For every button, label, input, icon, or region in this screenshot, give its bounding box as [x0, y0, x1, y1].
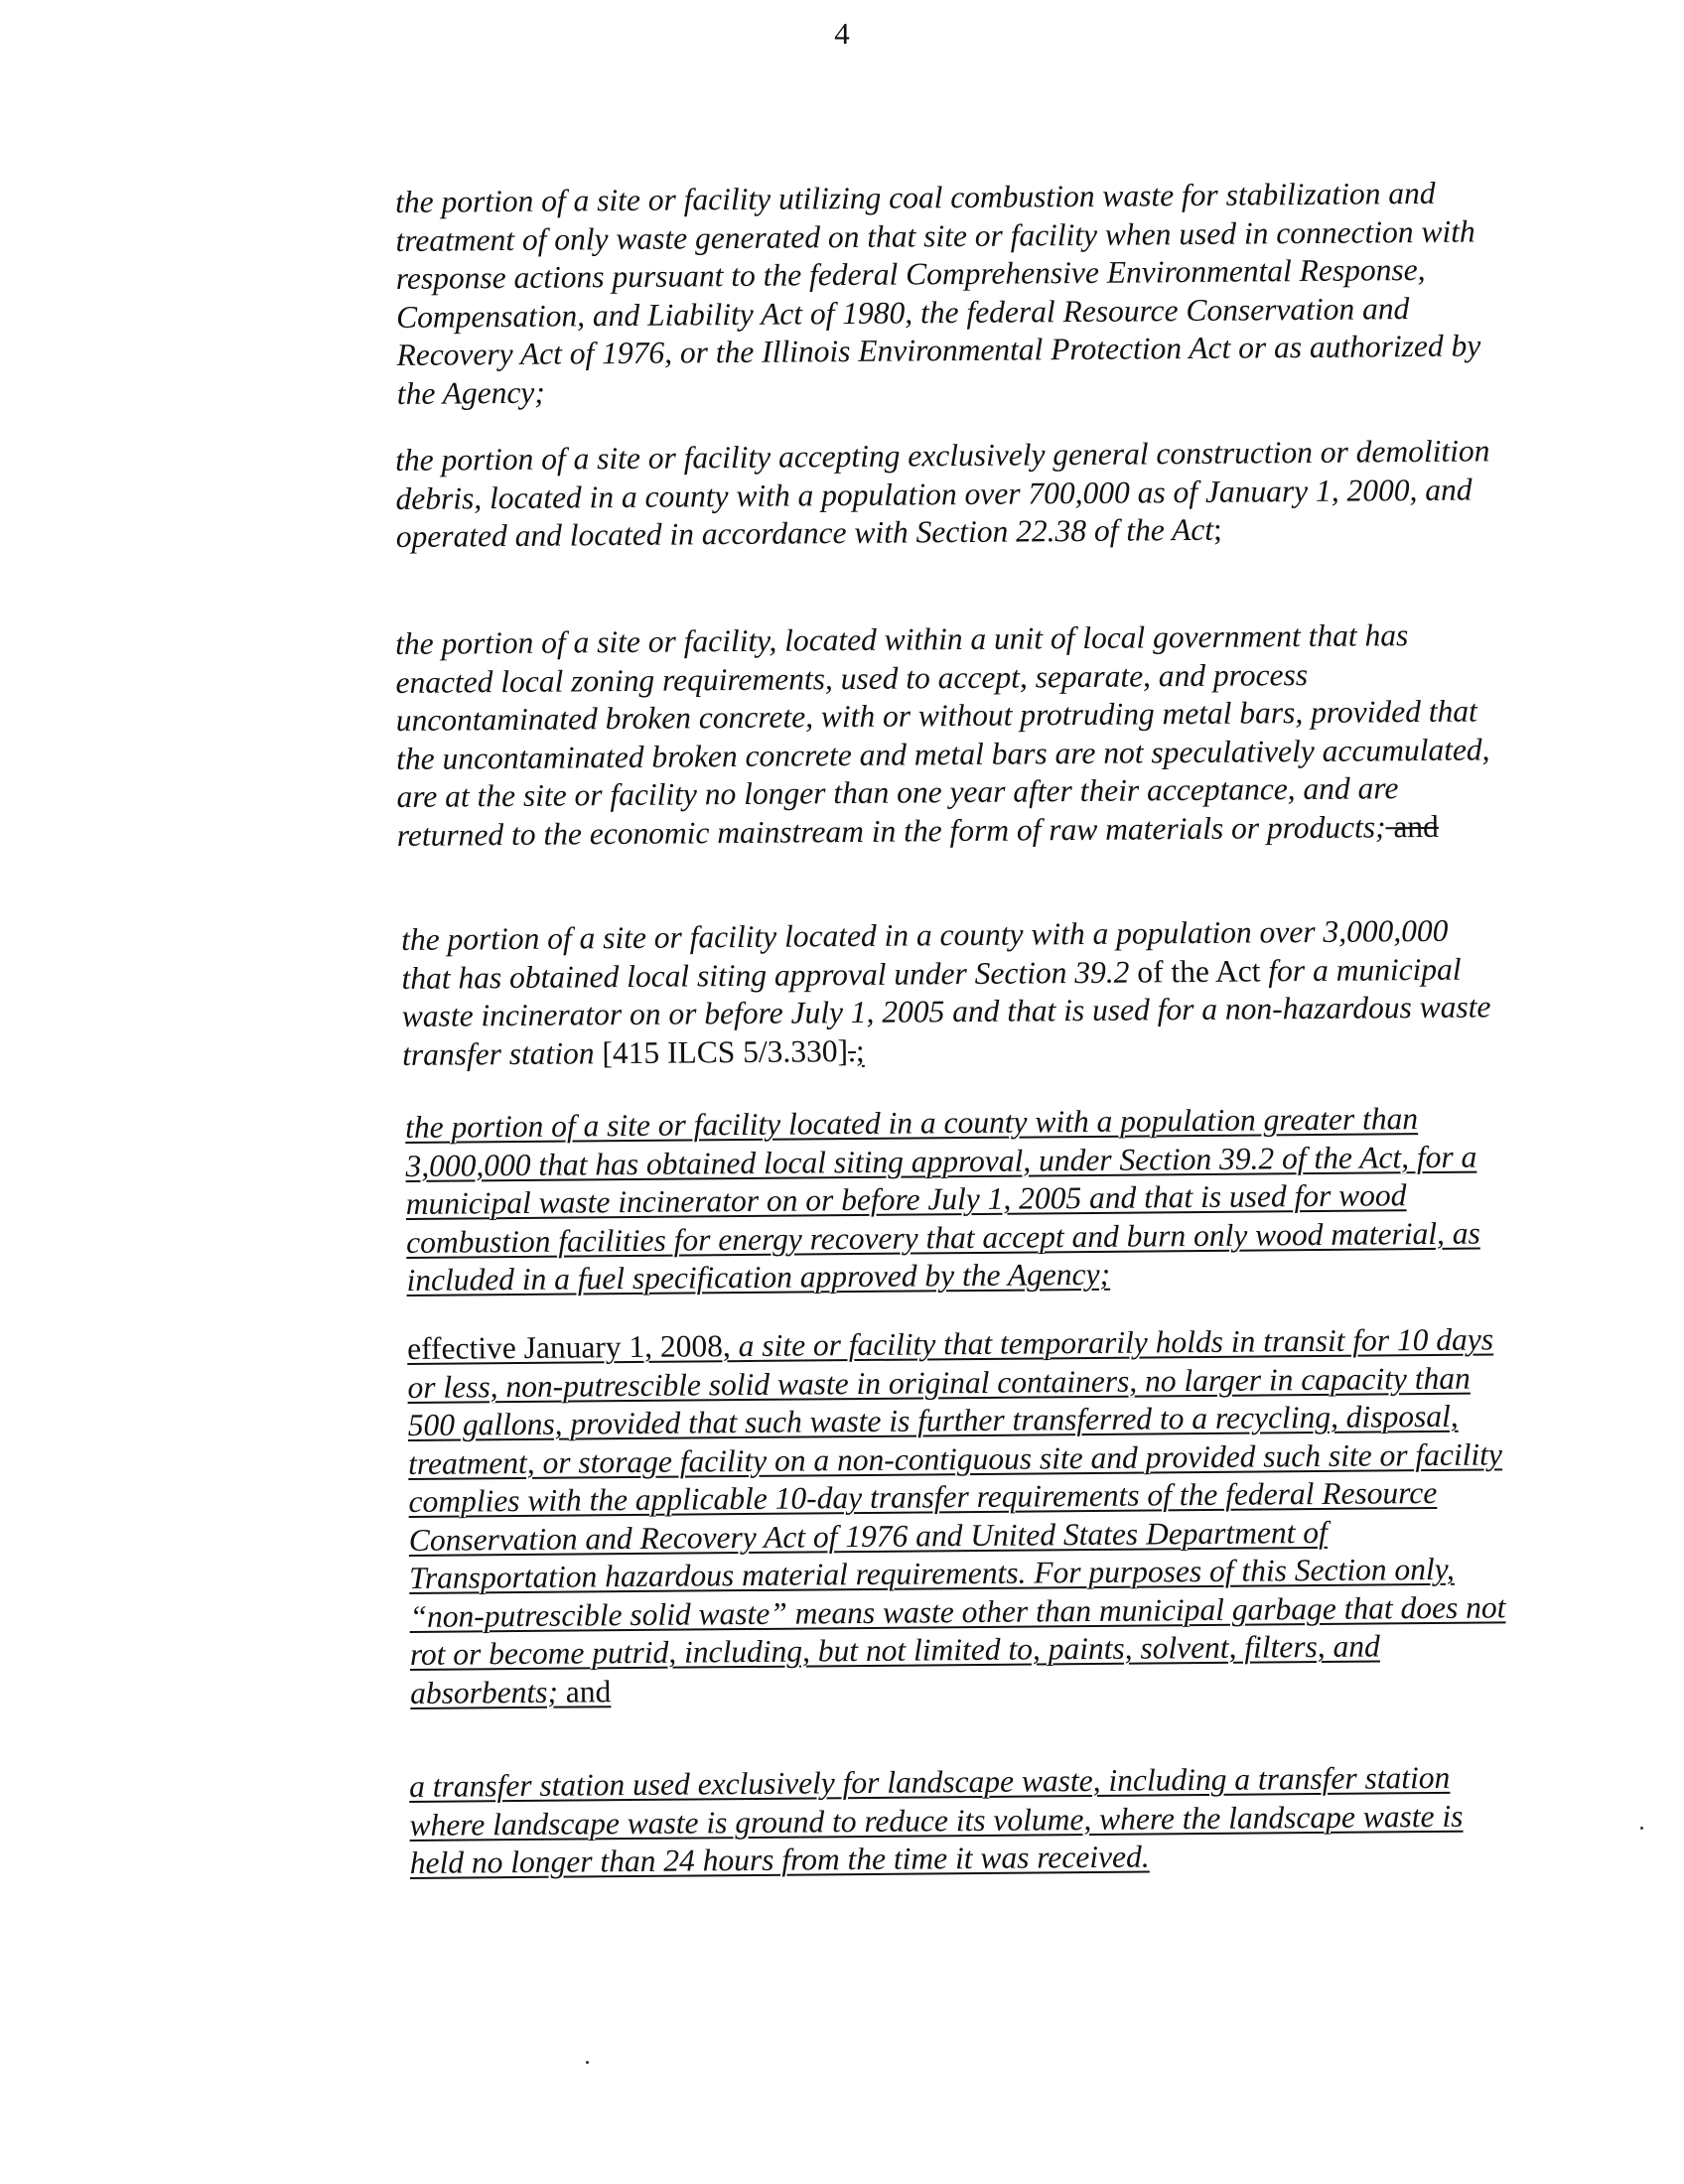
paragraph-wood-combustion-inserted [405, 1099, 1509, 1299]
inserted-text: the portion of a site or facility located in a county with a population greater than 3,000,000 that has obtained local siting approval, under Section 39.2 of the Act, for a municipal waste incinerator on or before July 1, 2005 and that is used for wood combustion facilities for energy recovery that accept and burn only wood material, as included in a fuel specification approved by the Agency; [405, 1101, 1480, 1297]
paragraph-roman-text: of the Act [1137, 952, 1261, 990]
inserted-text: a transfer station used exclusively for landscape waste, including a transfer station where landscape waste is ground to reduce its volume, where the landscape waste is held no longer than 24 hours from the time it was received. [409, 1759, 1464, 1880]
paragraph-construction-debris [395, 432, 1498, 556]
paragraph-punctuation: ; [1212, 511, 1222, 547]
inserted-text: a site or facility that temporarily holds in transit for 10 days or less, non-putrescible solid waste in original containers, no larger in capacity than 500 gallons, provided that such waste is further transferred to a recycling, disposal, treatment, or storage facility on a non-contiguous site and provided such site or facility complies with the applicable 10-day transfer requirements of the federal Resource Conservation and Recovery Act of 1976 and United States Department of Transportation hazardous material requirements. For purposes of this Section only, “non-putrescible solid waste” means waste other than municipal garbage that does not rot or become putrid, including, but not limited to, paints, solvent, filters, and absorbents; [407, 1321, 1506, 1710]
inserted-punctuation: ; [855, 1032, 865, 1068]
paragraph-transfer-station [401, 911, 1504, 1074]
deleted-text: and [1385, 808, 1439, 844]
paragraph-coal-combustion-waste [395, 174, 1499, 413]
page-number: 4 [834, 16, 850, 51]
paragraph-text: the portion of a site or facility utilizing coal combustion waste for stabilization and treatment of only waste generated on that site or facility when used in connection with response actions pursuant to the federal Comprehensive Environmental Response, Compensation, and Liability Act of 1980, the federal Resource Conservation and Recovery Act of 1976, or the Illinois Environmental Protection Act or as authorized by the Agency; [395, 175, 1481, 411]
inserted-roman-text: and [557, 1673, 612, 1709]
scan-speck [586, 2061, 589, 2064]
paragraph-text: for a municipal waste incinerator on or before July 1, 2005 and that is used for a non-hazardous waste transfer station [401, 951, 1491, 1072]
paragraph-broken-concrete [395, 615, 1499, 855]
statute-citation: [415 ILCS 5/3.330] [602, 1032, 849, 1070]
inserted-roman-text: effective January 1, 2008, [407, 1328, 739, 1366]
paragraph-text: the portion of a site or facility, located within a unit of local government that has enacted local zoning requirements, used to accept, separate, and process uncontaminated broken concrete, with or without protruding metal bars, provided that the uncontaminated broken concrete and metal bars are not speculatively accumulated, are at the site or facility no longer than one year after their acceptance, and are returned to the economic mainstream in the form of raw materials or products; [395, 617, 1490, 853]
paragraph-text: the portion of a site or facility located in a county with a population over 3,000,000 that has obtained local siting approval under Section 39.2 [401, 912, 1449, 996]
scan-speck [1640, 1827, 1643, 1830]
paragraph-landscape-waste-inserted [409, 1758, 1512, 1882]
paragraph-text: the portion of a site or facility accepting exclusively general construction or demolition debris, located in a county with a population over 700,000 as of January 1, 2000, and operated and located in accordance with Section 22.38 of the Act [395, 433, 1490, 554]
deleted-text: . [847, 1032, 857, 1068]
paragraph-non-putrescible-waste-inserted [407, 1320, 1512, 1712]
